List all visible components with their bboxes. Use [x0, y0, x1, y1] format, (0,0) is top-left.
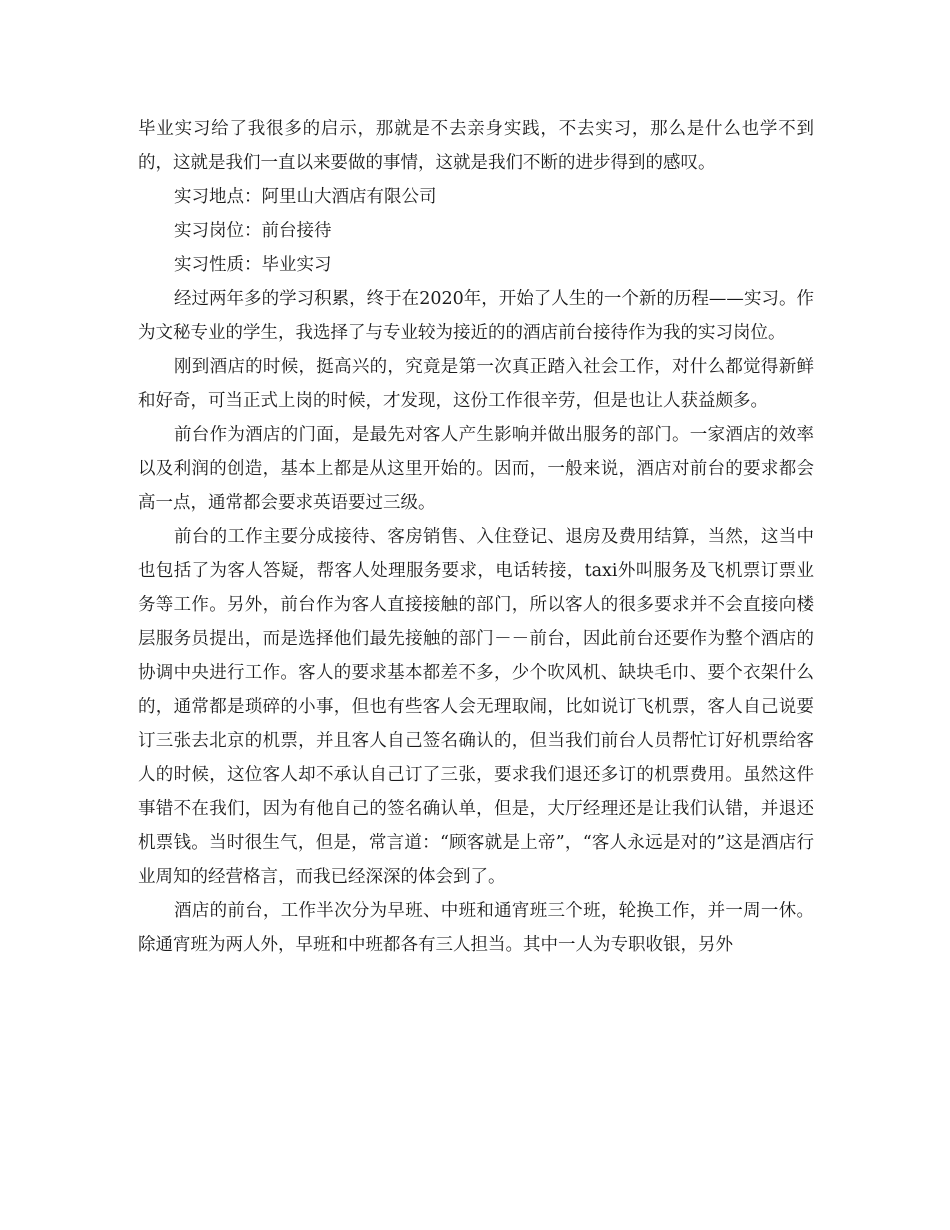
- paragraph-shifts: 酒店的前台，工作半次分为早班、中班和通宵班三个班，轮换工作，并一周一休。除通宵班为两人外，早班和中班都各有三人担当。其中一人为专职收银，另外: [138, 901, 814, 955]
- paragraph-duties: 前台的工作主要分成接待、客房销售、入住登记、退房及费用结算，当然，这当中也包括了为客人答疑，帮客人处理服务要求，电话转接，taxi外叫服务及飞机票订票业务等工作。另外，前台作为客人直接接触的部门，所以客人的很多要求并不会直接向楼层服务员提出，而是选择他们最先接触的部门－－前台，因此前台还要作为整个酒店的协调中央进行工作。客人的要求基本都差不多，少个吹风机、缺块毛巾、要个衣架什么的，通常都是琐碎的小事，但也有些客人会无理取闹，比如说订飞机票，客人自己说要订三张去北京的机票，并且客人自己签名确认的，但当我们前台人员帮忙订好机票给客人的时候，这位客人却不承认自己订了三张，要求我们退还多订的机票费用。虽然这件事错不在我们，因为有他自己的签名确认单，但是，大厅经理还是让我们认错，并退还机票钱。当时很生气，但是，常言道：“顾客就是上帝”，“客人永远是对的”这是酒店行业周知的经营格言，而我已经深深的体会到了。: [138, 527, 814, 887]
- paragraph-location: 实习地点：阿里山大酒店有限公司: [174, 187, 437, 207]
- paragraph-nature: 实习性质：毕业实习: [174, 255, 332, 275]
- document-body: [138, 112, 814, 962]
- paragraph-background: 经过两年多的学习积累，终于在2020年，开始了人生的一个新的历程——实习。作为文秘专业的学生，我选择了与专业较为接近的的酒店前台接待作为我的实习岗位。: [138, 289, 814, 343]
- paragraph-position: 实习岗位：前台接待: [174, 221, 332, 241]
- paragraph-front-desk-role: 前台作为酒店的门面，是最先对客人产生影响并做出服务的部门。一家酒店的效率以及利润的创造，基本上都是从这里开始的。因而，一般来说，酒店对前台的要求都会高一点，通常都会要求英语要过三级。: [138, 425, 814, 513]
- paragraph-intro: 毕业实习给了我很多的启示，那就是不去亲身实践，不去实习，那么是什么也学不到的，这就是我们一直以来要做的事情，这就是我们不断的进步得到的感叹。: [138, 119, 814, 173]
- paragraph-first-impression: 刚到酒店的时候，挺高兴的，究竟是第一次真正踏入社会工作，对什么都觉得新鲜和好奇，可当正式上岗的时候，才发现，这份工作很辛劳，但是也让人获益颇多。: [138, 357, 814, 411]
